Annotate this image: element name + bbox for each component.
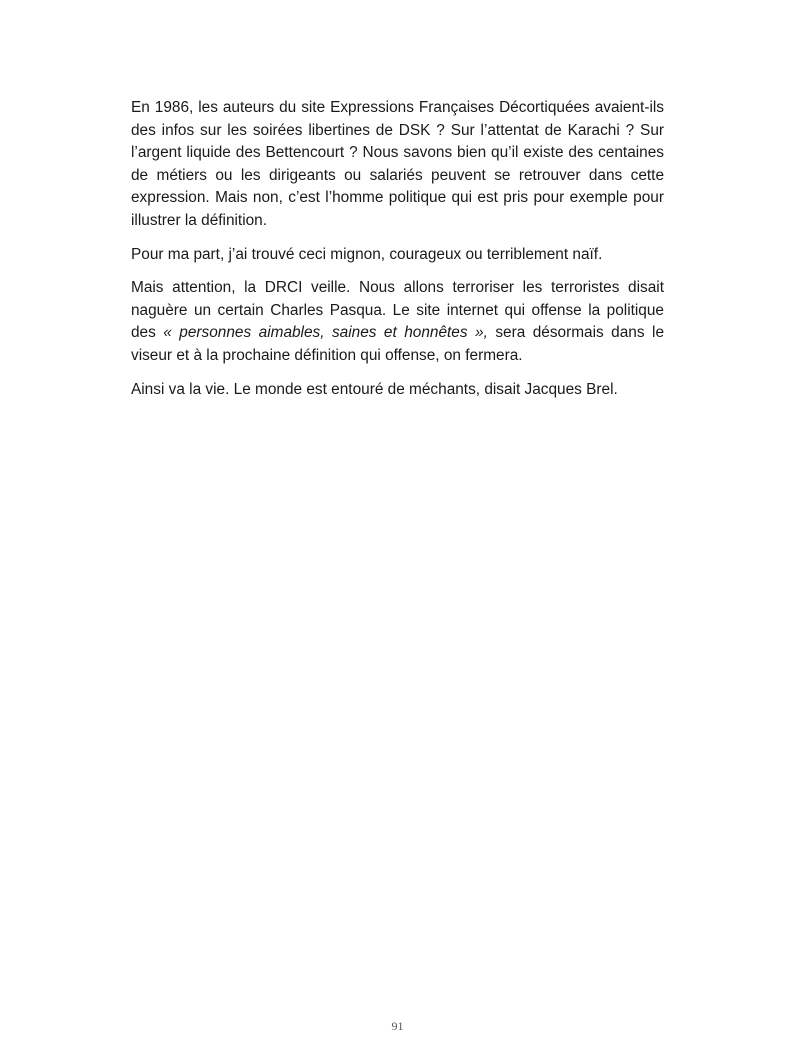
page-number: 91 [391,1019,404,1033]
paragraph-3-quote: « personnes aimables, saines et honnêtes », [163,324,488,342]
paragraph-2: Pour ma part, j’ai trouvé ceci mignon, courageux ou terriblement naïf. [131,245,603,263]
body-text [131,97,664,401]
paragraph-1: En 1986, les auteurs du site Expressions Françaises Décortiquées avaient-ils des infos sur les soirées libertines de DSK ? Sur l’attentat de Karachi ? Sur l’argent liquide des Bettencourt ? Nous savons bien qu’il existe des centaines de métiers ou les dirigeants ou salariés peuvent se retrouver dans cette expression. Mais non, c’est l’homme politique qui est pris pour exemple pour illustrer la définition. [131,99,664,229]
paragraph-3-text-after: sera désormais dans le viseur et à la prochaine définition qui offense, on fermera. [131,324,664,364]
paragraph-4: Ainsi va la vie. Le monde est entouré de méchants, disait Jacques Brel. [131,380,618,398]
paragraph-3-text-before: Mais attention, la DRCI veille. Nous allons terroriser les terroristes disait naguère un certain Charles Pasqua. Le site internet qui offense la politique des [131,279,664,342]
paragraph-3 [131,277,664,367]
